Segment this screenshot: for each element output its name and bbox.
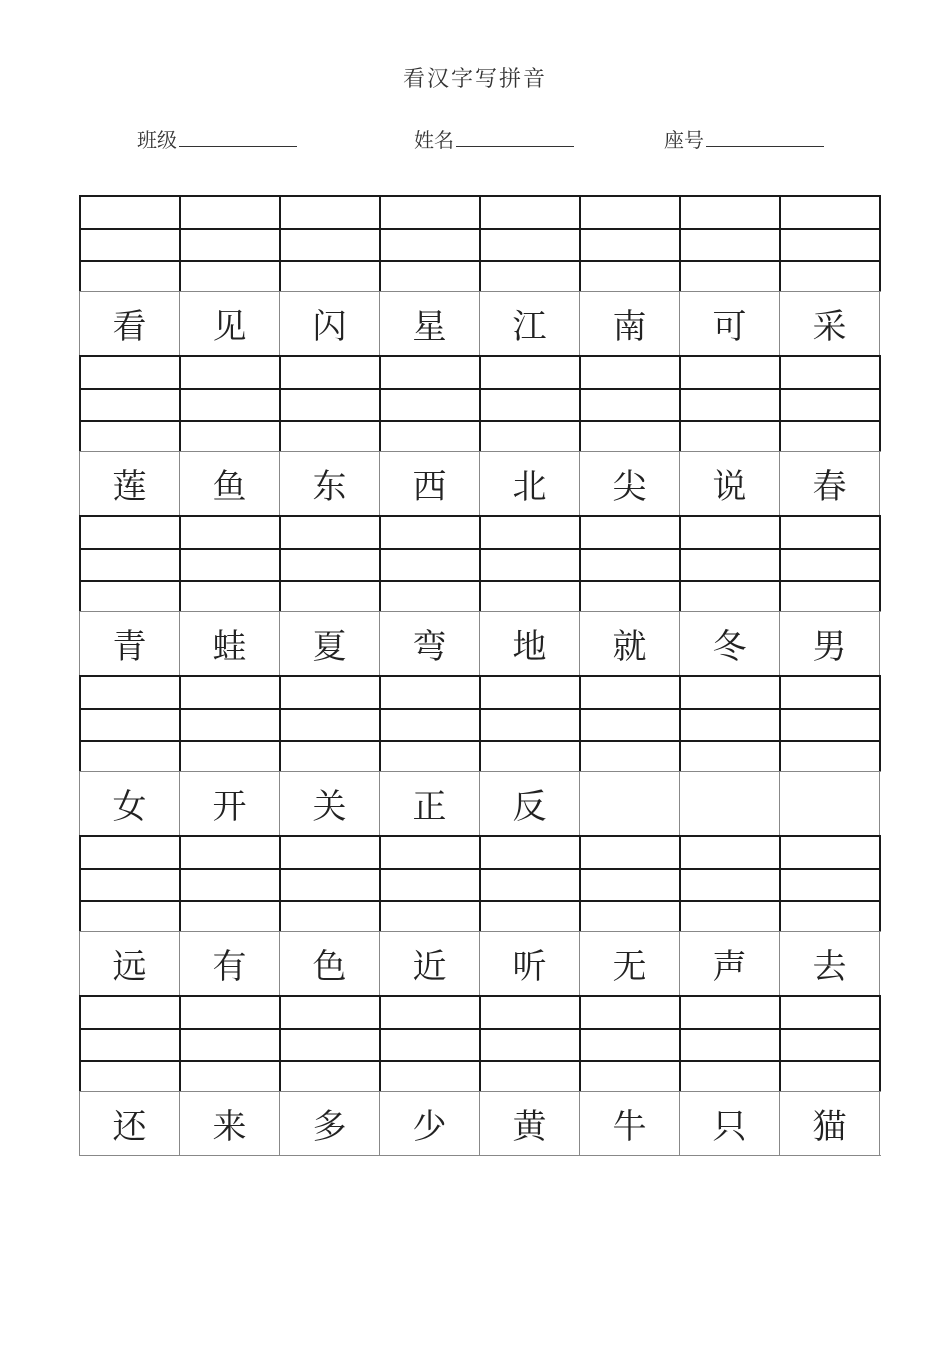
pinyin-writing-cell[interactable] (681, 677, 781, 771)
character-cell: 闪 (280, 292, 380, 355)
pinyin-writing-cell[interactable] (781, 997, 881, 1091)
character-cell: 青 (80, 612, 180, 675)
pinyin-writing-cell[interactable] (781, 837, 881, 931)
character-cell: 东 (280, 452, 380, 515)
pinyin-writing-cell[interactable] (81, 357, 181, 451)
pinyin-writing-row (79, 995, 881, 1091)
character-cell: 远 (80, 932, 180, 995)
class-label: 班级 (137, 128, 177, 152)
pinyin-writing-cell[interactable] (181, 677, 281, 771)
pinyin-writing-cell[interactable] (781, 517, 881, 611)
pinyin-writing-cell[interactable] (381, 357, 481, 451)
pinyin-writing-cell[interactable] (381, 837, 481, 931)
pinyin-writing-cell[interactable] (181, 517, 281, 611)
pinyin-writing-cell[interactable] (781, 197, 881, 291)
character-cell: 多 (280, 1092, 380, 1155)
character-cell: 黄 (480, 1092, 580, 1155)
character-cell: 色 (280, 932, 380, 995)
seat-field (664, 124, 824, 153)
pinyin-writing-cell[interactable] (381, 677, 481, 771)
character-cell: 正 (380, 772, 480, 835)
class-blank[interactable] (179, 126, 297, 147)
pinyin-writing-cell[interactable] (581, 517, 681, 611)
character-row (79, 771, 881, 835)
character-cell: 弯 (380, 612, 480, 675)
pinyin-writing-cell[interactable] (681, 997, 781, 1091)
character-cell: 夏 (280, 612, 380, 675)
character-cell: 女 (80, 772, 180, 835)
grid-bottom-border (79, 1155, 881, 1156)
pinyin-writing-cell[interactable] (81, 837, 181, 931)
character-cell: 西 (380, 452, 480, 515)
pinyin-writing-cell[interactable] (681, 357, 781, 451)
character-cell: 见 (180, 292, 280, 355)
pinyin-writing-cell[interactable] (81, 997, 181, 1091)
character-cell: 听 (480, 932, 580, 995)
character-cell: 莲 (80, 452, 180, 515)
pinyin-writing-cell[interactable] (381, 517, 481, 611)
character-row (79, 451, 881, 515)
pinyin-writing-cell[interactable] (481, 357, 581, 451)
pinyin-writing-cell[interactable] (681, 837, 781, 931)
pinyin-writing-cell[interactable] (681, 197, 781, 291)
pinyin-writing-cell[interactable] (281, 677, 381, 771)
character-cell: 可 (680, 292, 780, 355)
pinyin-writing-cell[interactable] (581, 837, 681, 931)
character-row (79, 1091, 881, 1155)
pinyin-writing-cell[interactable] (681, 517, 781, 611)
pinyin-worksheet-grid (79, 195, 881, 1156)
character-cell: 只 (680, 1092, 780, 1155)
character-cell: 猫 (780, 1092, 880, 1155)
name-label: 姓名 (414, 128, 454, 152)
character-cell: 地 (480, 612, 580, 675)
pinyin-writing-row (79, 835, 881, 931)
pinyin-writing-cell[interactable] (381, 997, 481, 1091)
pinyin-writing-cell[interactable] (281, 997, 381, 1091)
character-cell: 采 (780, 292, 880, 355)
character-cell: 开 (180, 772, 280, 835)
pinyin-writing-cell[interactable] (481, 517, 581, 611)
character-cell: 北 (480, 452, 580, 515)
pinyin-writing-cell[interactable] (381, 197, 481, 291)
pinyin-writing-cell[interactable] (481, 837, 581, 931)
character-cell: 牛 (580, 1092, 680, 1155)
character-cell: 春 (780, 452, 880, 515)
worksheet-title: 看汉字写拼音 (402, 67, 547, 92)
pinyin-writing-cell[interactable] (581, 677, 681, 771)
character-cell: 星 (380, 292, 480, 355)
character-cell (680, 772, 780, 835)
character-row (79, 931, 881, 995)
character-cell: 就 (580, 612, 680, 675)
worksheet-block (79, 355, 881, 515)
worksheet-block (79, 515, 881, 675)
pinyin-writing-cell[interactable] (581, 197, 681, 291)
pinyin-writing-cell[interactable] (281, 197, 381, 291)
character-cell: 少 (380, 1092, 480, 1155)
character-cell: 冬 (680, 612, 780, 675)
pinyin-writing-cell[interactable] (281, 357, 381, 451)
pinyin-writing-cell[interactable] (581, 997, 681, 1091)
character-cell: 尖 (580, 452, 680, 515)
character-cell: 去 (780, 932, 880, 995)
pinyin-writing-row (79, 195, 881, 291)
character-cell: 男 (780, 612, 880, 675)
seat-blank[interactable] (706, 126, 824, 147)
character-cell: 无 (580, 932, 680, 995)
pinyin-writing-cell[interactable] (281, 837, 381, 931)
pinyin-writing-row (79, 355, 881, 451)
character-cell: 来 (180, 1092, 280, 1155)
pinyin-writing-cell[interactable] (581, 357, 681, 451)
pinyin-writing-cell[interactable] (781, 677, 881, 771)
character-cell: 近 (380, 932, 480, 995)
character-cell (580, 772, 680, 835)
name-blank[interactable] (456, 126, 574, 147)
pinyin-writing-cell[interactable] (181, 357, 281, 451)
character-cell: 还 (80, 1092, 180, 1155)
pinyin-writing-row (79, 515, 881, 611)
worksheet-block (79, 995, 881, 1155)
character-row (79, 611, 881, 675)
worksheet-block (79, 195, 881, 355)
name-field (414, 124, 574, 153)
worksheet-block (79, 675, 881, 835)
pinyin-writing-cell[interactable] (81, 197, 181, 291)
character-cell (780, 772, 880, 835)
pinyin-writing-cell[interactable] (781, 357, 881, 451)
character-cell: 反 (480, 772, 580, 835)
pinyin-writing-cell[interactable] (481, 197, 581, 291)
character-cell: 鱼 (180, 452, 280, 515)
pinyin-writing-cell[interactable] (181, 197, 281, 291)
pinyin-writing-cell[interactable] (181, 997, 281, 1091)
character-cell: 江 (480, 292, 580, 355)
seat-label: 座号 (664, 128, 704, 152)
pinyin-writing-cell[interactable] (181, 837, 281, 931)
character-cell: 有 (180, 932, 280, 995)
character-cell: 蛙 (180, 612, 280, 675)
character-cell: 说 (680, 452, 780, 515)
worksheet-block (79, 835, 881, 995)
pinyin-writing-cell[interactable] (481, 997, 581, 1091)
character-cell: 看 (80, 292, 180, 355)
pinyin-writing-cell[interactable] (481, 677, 581, 771)
character-cell: 关 (280, 772, 380, 835)
pinyin-writing-cell[interactable] (281, 517, 381, 611)
pinyin-writing-row (79, 675, 881, 771)
pinyin-writing-cell[interactable] (81, 677, 181, 771)
character-row (79, 291, 881, 355)
character-cell: 南 (580, 292, 680, 355)
character-cell: 声 (680, 932, 780, 995)
pinyin-writing-cell[interactable] (81, 517, 181, 611)
class-field (137, 124, 297, 153)
